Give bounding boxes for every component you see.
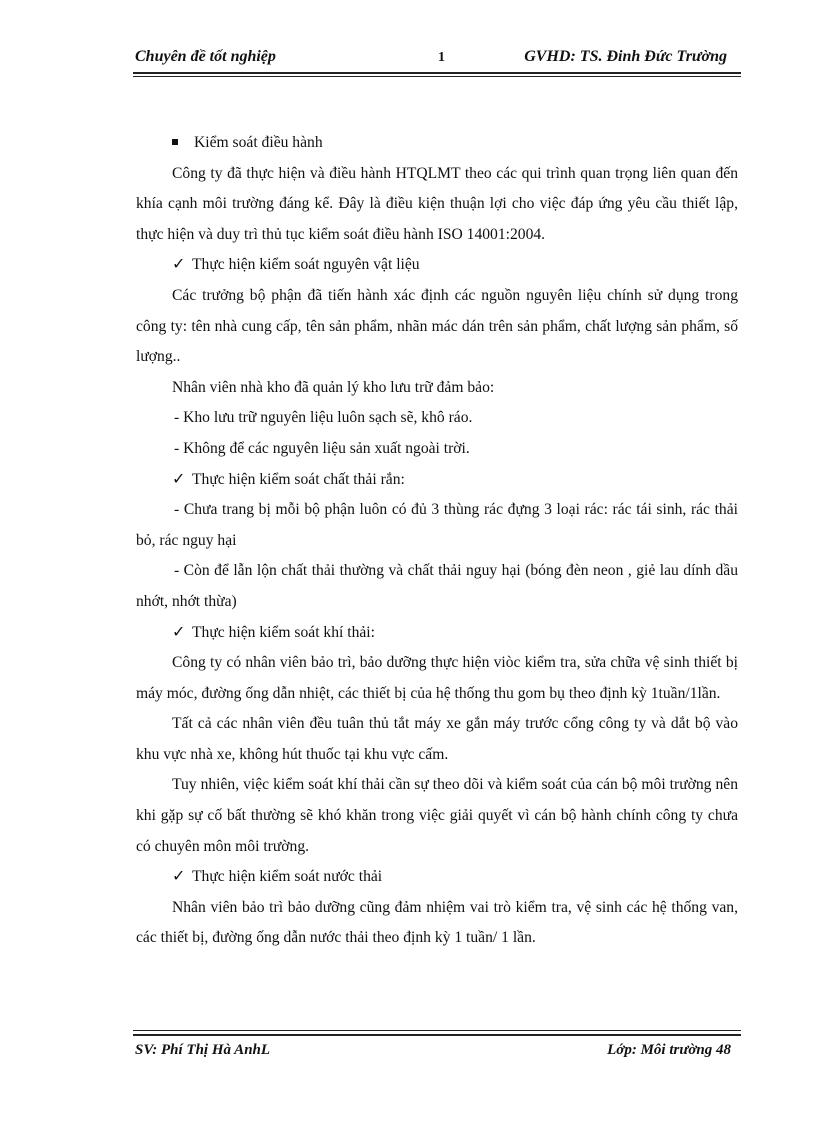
footer-student: SV: Phí Thị Hà AnhL	[135, 1042, 271, 1058]
check-item: ✓ Thực hiện kiểm soát nguyên vật liệu	[136, 250, 738, 281]
header-rule	[133, 72, 741, 74]
check-item: ✓ Thực hiện kiểm soát nước thải	[136, 862, 738, 893]
dash-item: - Còn để lẫn lộn chất thải thường và chất thải nguy hại (bóng đèn neon , giẻ lau dính dầu nhớt, nhớt thừa)	[136, 562, 738, 610]
dash-item: - Kho lưu trữ nguyên liệu luôn sạch sẽ, khô ráo.	[174, 409, 473, 427]
footer-rule-thin	[133, 1030, 741, 1031]
header-supervisor: GVHD: TS. Đinh Đức Trường	[524, 48, 727, 65]
paragraph: Nhân viên bảo trì bảo dưỡng cũng đảm nhiệm vai trò kiểm tra, vệ sinh các hệ thống van, các thiết bị, đường ống dẫn nước thải theo định kỳ 1 tuần/ 1 lần.	[136, 898, 738, 947]
page-header	[133, 44, 741, 76]
footer-class: Lớp: Môi trường 48	[607, 1042, 731, 1058]
paragraph: Công ty đã thực hiện và điều hành HTQLMT theo các qui trình quan trọng liên quan đến khía cạnh môi trường đáng kể. Đây là điều kiện thuận lợi cho việc đáp ứng yêu cầu thiết lập, thực hiện và duy trì thủ tục kiểm soát điều hành ISO 14001:2004.	[136, 164, 738, 243]
paragraph: Tất cả các nhân viên đều tuân thủ tắt máy xe gắn máy trước cổng công ty và dắt bộ vào khu vực nhà xe, không hút thuốc tại khu vực cấm.	[136, 715, 738, 763]
paragraph: Các trưởng bộ phận đã tiến hành xác định các nguồn nguyên liệu chính sử dụng trong công ty: tên nhà cung cấp, tên sản phẩm, nhãn mác dán trên sản phẩm, chất lượng sản phẩm, số lượng..	[136, 286, 738, 366]
header-title: Chuyên đề tốt nghiệp	[135, 48, 276, 65]
dash-item: - Không để các nguyên liệu sản xuất ngoài trời.	[174, 439, 470, 457]
checkmark-icon: ✓	[172, 868, 186, 886]
section-heading: Kiểm soát điều hành	[136, 128, 738, 159]
paragraph: Tuy nhiên, việc kiểm soát khí thải cần sự theo dõi và kiểm soát của cán bộ môi trường nên khi gặp sự cố bất thường sẽ khó khăn trong việc giải quyết vì cán bộ hành chính công ty chưa có chuyên môn môi trường.	[136, 776, 738, 855]
paragraph: Nhân viên nhà kho đã quản lý kho lưu trữ đảm bảo:	[172, 378, 495, 396]
paragraph: Công ty có nhân viên bảo trì, bảo dưỡng thực hiện viòc kiểm tra, sửa chữa vệ sinh thiết bị máy móc, đường ống dẫn nhiệt, các thiết bị của hệ thống thu gom bụ theo định kỳ 1tuần/1lần.	[136, 654, 738, 702]
dash-item: - Chưa trang bị mỗi bộ phận luôn có đủ 3 thùng rác đựng 3 loại rác: rác tái sinh, rác thải bỏ, rác nguy hại	[136, 501, 738, 549]
footer-rule	[133, 1034, 741, 1036]
document-body	[136, 128, 738, 954]
header-rule-thin	[133, 76, 741, 77]
check-item: ✓ Thực hiện kiểm soát chất thải rắn:	[136, 465, 738, 496]
page-footer	[133, 1030, 741, 1070]
check-item: ✓ Thực hiện kiểm soát khí thải:	[136, 618, 738, 649]
square-bullet-icon	[172, 139, 178, 145]
page-number: 1	[438, 50, 445, 65]
checkmark-icon: ✓	[172, 256, 186, 274]
checkmark-icon: ✓	[172, 470, 186, 488]
checkmark-icon: ✓	[172, 623, 186, 641]
